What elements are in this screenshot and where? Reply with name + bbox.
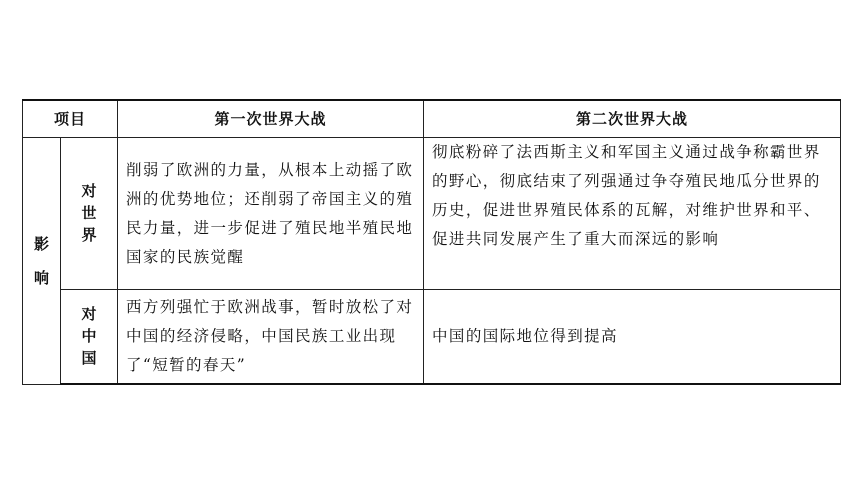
group-label-char: 响	[33, 268, 49, 287]
header-ww1: 第一次世界大战	[118, 100, 424, 137]
row-label-char: 中	[81, 327, 97, 346]
row-label-char: 国	[81, 349, 97, 368]
row-label-char: 世	[81, 204, 97, 222]
row-label-china-cell	[61, 289, 118, 384]
table-row-china	[23, 289, 841, 384]
cell-text: 削弱了欧洲的力量，从根本上动摇了欧洲的优势地位；还削弱了帝国主义的殖民力量，进一步促进了殖民地半殖民地国家的民族觉醒	[126, 161, 414, 266]
cell-world-ww1	[118, 137, 424, 289]
cell-china-ww1	[118, 289, 424, 384]
row-label-world-cell	[61, 137, 118, 289]
cell-text: 中国的国际地位得到提高	[432, 326, 618, 345]
cell-text: 彻底粉碎了法西斯主义和军国主义通过战争称霸世界的野心，彻底结束了列强通过争夺殖民地瓜分世界的历史，促进世界殖民体系的瓦解，对维护世界和平、促进共同发展产生了重大而深远的影响	[432, 142, 821, 248]
group-label-cell	[23, 137, 61, 384]
table-row-world	[23, 137, 841, 289]
header-ww2: 第二次世界大战	[424, 100, 841, 137]
world-war-impact-table	[22, 99, 841, 385]
cell-text: 西方列强忙于欧洲战事，暂时放松了对中国的经济侵略，中国民族工业出现了“短暂的春天”	[126, 297, 414, 374]
cell-china-ww2	[424, 289, 841, 384]
row-label-world	[61, 180, 117, 246]
header-item: 项目	[23, 100, 118, 137]
group-label	[23, 233, 60, 289]
cell-world-ww2	[424, 137, 841, 289]
table-header-row	[23, 100, 841, 137]
row-label-char: 对	[81, 305, 97, 324]
row-label-char: 界	[81, 226, 97, 244]
row-label-char: 对	[81, 182, 97, 200]
comparison-table-container	[22, 99, 840, 385]
row-label-china	[61, 303, 117, 369]
group-label-char: 影	[33, 234, 49, 253]
